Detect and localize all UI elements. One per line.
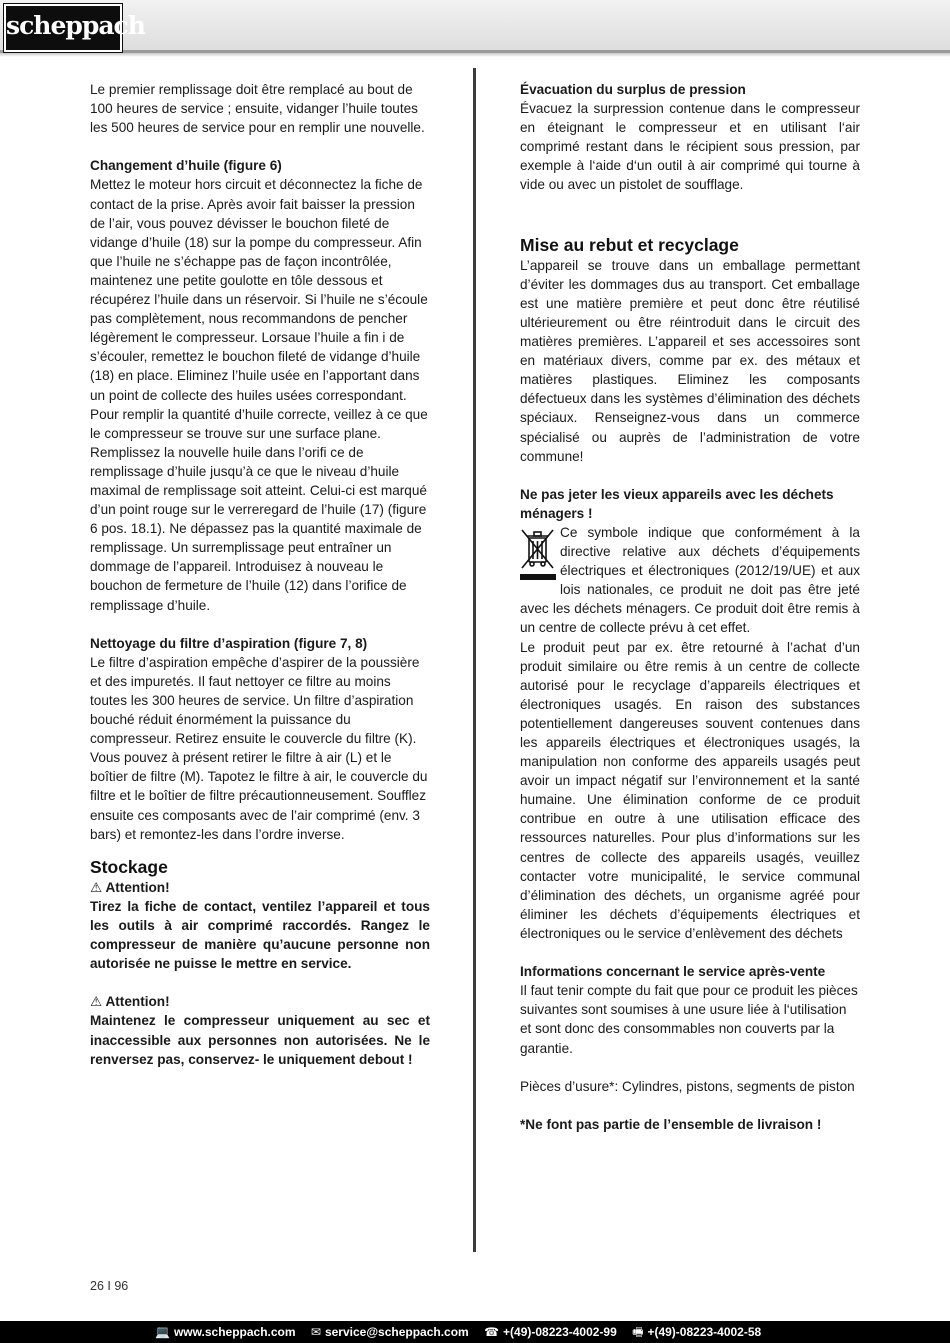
delivery-footnote: *Ne font pas partie de l’ensemble de livraison ! (520, 1116, 822, 1132)
spacer (520, 943, 860, 962)
left-column (90, 80, 430, 1069)
footer-fax (632, 1325, 761, 1339)
pressure-text: Évacuez la surpression contenue dans le compresseur en éteignant le compresseur et en utilisant l‘air comprimé restant dans le récipient sous pression, par exemple à l‘aide d‘un outil à air comprimé qui tourne à vide ou avec un pistolet de soufflage. (520, 101, 860, 193)
header-shadow (0, 53, 950, 57)
footer-phone (484, 1325, 617, 1339)
disposal-text: L’appareil se trouve dans un emballage permettant d’éviter les dommages dus au transport. Cet emballage est une matière première et peut donc être réutilisé ultérieurement ou être réintroduit dans le circuit des matières premières. L’appareil et ses accessoires sont en matériaux divers, comme par ex. des métaux et matières plastiques. Eliminez les composants défectueux dans les systèmes d’élimination des déchets spéciaux. Renseignez-vous dans un commerce spécialisé ou auprès de l’administration de votre commune! (520, 257, 860, 464)
weee-text: Ce symbole indique que conformément à la directive relative aux déchets d’équipements électriques et électroniques (2012/19/UE) et aux lois nationales, ce produit ne doit pas être jeté avec les déchets ménagers. Ce produit doit être remis à un centre de collecte prévu à cet effet. (520, 524, 860, 636)
attention-label-2: ⚠ Attention! (90, 994, 170, 1010)
page-number: 26 I 96 (90, 1279, 129, 1293)
spacer (90, 973, 430, 992)
fax-text: +(49)-08223-4002-58 (647, 1325, 762, 1339)
crossed-bin-icon (520, 527, 556, 583)
computer-icon: 💻 (155, 1325, 170, 1339)
spacer (520, 466, 860, 485)
oil-fill-text: Pour remplir la quantité d’huile correcte, veillez à ce que le compresseur se trouve sur une surface plane. Remplissez la nouvelle huile dans l’orifi ce de remplissage d’huile jusqu’à ce que le niveau d’huile maximal de remplissage soit atteint. Celui-ci est marqué d’un point rouge sur le verreregard de l’huile (17) (figure 6 pos. 18.1). Ne dépassez pas la quantité maximale de remplissage. Un surremplissage peut entraîner un dommage de l’appareil. Introduisez à nouveau le bouchon de fermeture de l’huile (12) dans l’orifice de remplissage d’huile. (90, 406, 428, 613)
weee-text-2: Le produit peut par ex. être retourné à l’achat d’un produit similaire ou être remis à un centre de collecte autorisé pour le recyclage d’appareils électriques et électroniques usagés. En raison des substances potentiellement dangereuses souvent contenues dans les appareils électriques et électroniques usagés, la manipulation non conforme des appareils usagés peut avoir un impact négatif sur l’environnement et la santé humaine. Une élimination conforme de ce produit contribue en outre à une utilisation efficace des ressources naturelles. Pour plus d’informations sur les centres de collecte des appareils usagés, veuillez contacter votre municipalité, le service communal d’élimination des déchets, un organisme agréé pour éliminer les déchets d’équipements électriques et électroniques ou le service d’enlèvement des déchets (520, 639, 860, 941)
storage-heading: Stockage (90, 856, 168, 877)
weee-heading: Ne pas jeter les vieux appareils avec les déchets ménagers ! (520, 486, 834, 521)
attention-label-1: ⚠ Attention! (90, 879, 170, 895)
page-header (0, 0, 950, 53)
oil-first-fill-paragraph: Le premier remplissage doit être remplacé au bout de 100 heures de service ; ensuite, vidanger l’huile toutes les 500 heures de service pour en remplir une nouvelle. (90, 82, 425, 136)
service-text: Il faut tenir compte du fait que pour ce produit les pièces suivantes sont soumises à une usure liée à l‘utilisation et sont donc des consommables non couverts par la garantie. (520, 983, 858, 1056)
spacer (90, 137, 430, 156)
mail-icon: ✉ (310, 1325, 321, 1339)
wear-parts-text: Pièces d’usure*: Cylindres, pistons, segments de piston (520, 1078, 855, 1094)
weee-block (520, 523, 860, 638)
attention-text-2: Maintenez le compresseur uniquement au sec et inaccessible aux personnes non autorisées. Ne le renversez pas, conservez- le uniquement debout ! (90, 1013, 430, 1067)
spacer (90, 615, 430, 634)
spacer (520, 1058, 860, 1077)
attention-text-1: Tirez la fiche de contact, ventilez l’appareil et tous les outils à air comprimé raccordés. Rangez le compresseur de manière qu’aucune personne non autorisée ne puisse le mettre en service. (90, 898, 430, 972)
pressure-heading: Évacuation du surplus de pression (520, 82, 746, 97)
footer-email[interactable] (311, 1325, 469, 1339)
fax-icon: 🖷 (632, 1325, 644, 1339)
spacer (520, 195, 860, 214)
service-heading: Informations concernant le service après-vente (520, 964, 826, 980)
scheppach-logo: scheppach (4, 4, 122, 52)
right-column (520, 80, 860, 1134)
phone-icon: ☎ (484, 1325, 500, 1339)
phone-text: +(49)-08223-4002-99 (503, 1325, 617, 1339)
filter-heading: Nettoyage du filtre d’aspiration (figure 7, 8) (90, 635, 368, 651)
footer-website[interactable] (155, 1325, 296, 1339)
oil-change-heading: Changement d’huile (figure 6) (90, 158, 282, 174)
spacer (520, 1096, 860, 1115)
email-link-text: service@scheppach.com (324, 1325, 469, 1339)
filter-text: Le filtre d’aspiration empêche d’aspirer de la poussière et des impuretés. Il faut nettoyer ce filtre au moins toutes les 300 heures de service. Un filtre d’aspiration bouché réduit énormément la puissance du compresseur. Retirez ensuite le couvercle du filtre (K). Vous pouvez à présent retirer le filtre à air (L) et le boîtier de filtre (M). Tapotez le filtre à air, le couvercle du filtre et le boîtier de filtre précautionneusement. Soufflez ensuite ces composants avec de l’air comprimé (env. 3 bars) et remontez-les dans l’ordre inverse. (90, 654, 428, 842)
page-footer (0, 1321, 950, 1343)
oil-change-text: Mettez le moteur hors circuit et déconnectez la fiche de contact de la prise. Après avoir fait baisser la pression de l’air, vous pouvez dévisser le bouchon fileté de vidange d’huile (18) sur la pompe du compresseur. Afin que l’huile ne s’échappe pas de façon incontrôlée, maintenez une petite goulotte en tôle dessous et récupérez l’huile dans un réservoir. Si l’huile ne s’écoule pas complètement, nous recommandons de pencher légèrement le compresseur. Lorsaue l’huile a fin i de s’écouler, remettez le bouchon fileté de vidange d’huile (18) en place. Eliminez l’huile usée en l’apportant dans un point de collecte des huiles usées correspondant. (90, 177, 428, 403)
disposal-heading: Mise au rebut et recyclage (520, 234, 739, 255)
website-link-text: www.scheppach.com (173, 1325, 296, 1339)
column-divider (473, 68, 476, 1252)
